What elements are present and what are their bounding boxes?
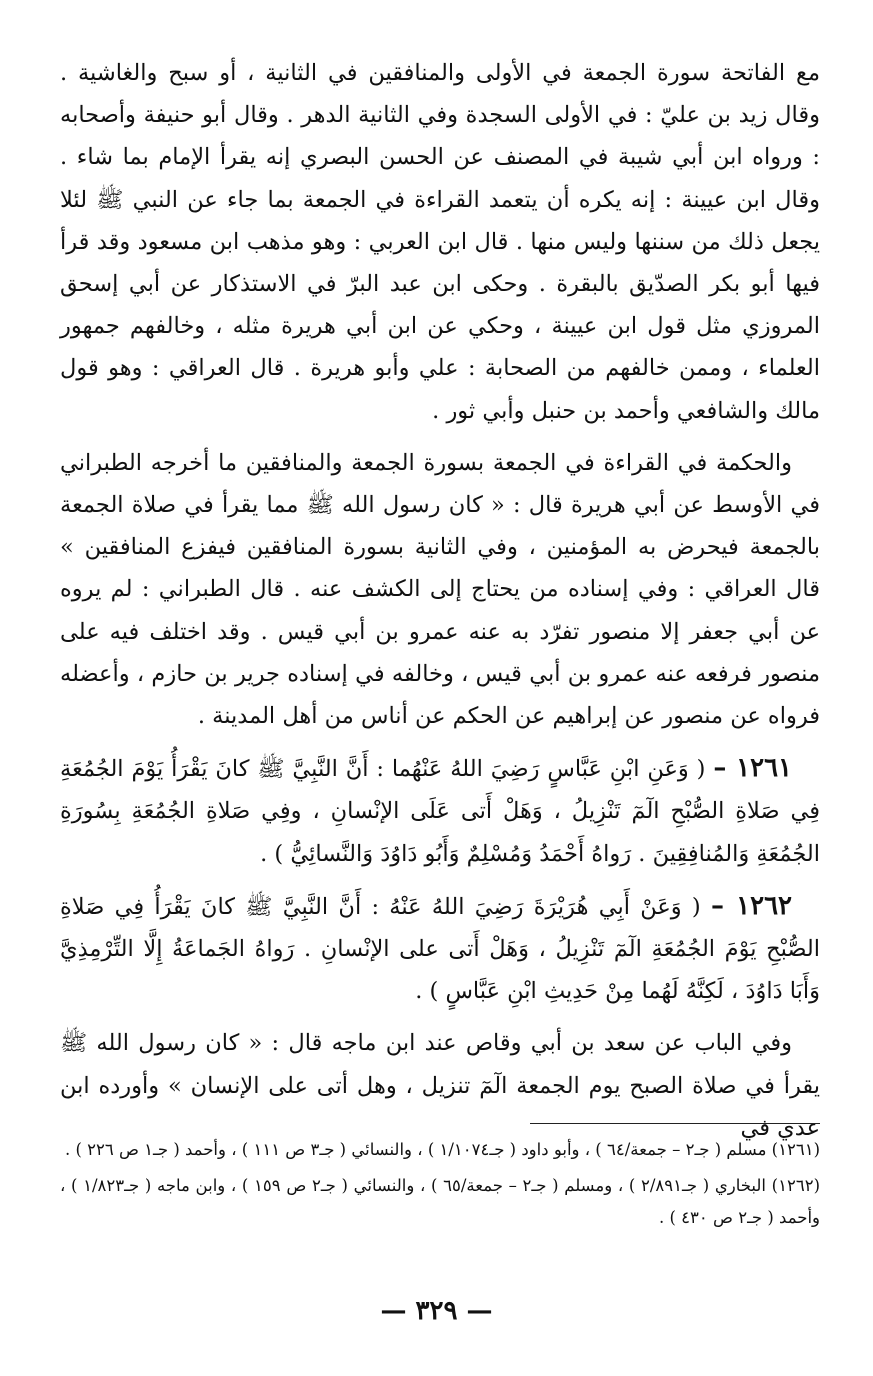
hadith-1262: [60, 885, 820, 1013]
footnotes: [60, 1134, 820, 1238]
footnote-1262: (١٢٦٢) البخاري ( جـ٢/٨٩١ ) ، ومسلم ( جـ٢ – جمعة/٦٥ ) ، والنسائي ( جـ٢ ص ١٥٩ ) ، وابن ماجه ( جـ١/٨٢٣ ) ، وأحمد ( جـ٢ ص ٤٣٠ ) .: [60, 1176, 821, 1227]
hadith-text: ( وَعَنِ ابْنِ عَبَّاسٍ رَضِيَ اللهُ عَنْهُما : أَنَّ النَّبِيَّ ﷺ كانَ يَقْرَأُ يَوْمَ الجُمُعَةِ فِي صَلاةِ الصُّبْحِ الٓمٓ تَنْزِيلُ ، وَهَلْ أَتى عَلَى الإنْسانِ ، وفِي صَلاةِ الجُمُعَةِ بِسُورَةِ الجُمُعَةِ وَالمُنافِقِينَ . رَواهُ أَحْمَدُ وَمُسْلِمٌ وَأَبُو دَاوُدَ وَالنَّسائِيُّ ) .: [60, 756, 820, 867]
hadith-number: ١٢٦١ –: [713, 753, 792, 784]
hadith-text: ( وَعَنْ أَبِي هُرَيْرَةَ رَضِيَ اللهُ عَنْهُ : أَنَّ النَّبِيَّ ﷺ كانَ يَقْرَأُ فِي صَلاةِ الصُّبْحِ يَوْمَ الجُمُعَةِ الٓمٓ تَنْزِيلُ ، وَهَلْ أَتى على الإنْسانِ . رَواهُ الجَماعَةُ إِلَّا التِّرْمِذِيَّ وَأَبَا دَاوُدَ ، لَكِنَّهُ لَهُما مِنْ حَدِيثِ ابْنِ عَبَّاسٍ ) .: [60, 893, 820, 1005]
hadith-1261: [60, 747, 820, 875]
closing-paragraph: وفي الباب عن سعد بن أبي وقاص عند ابن ماجه قال : « كان رسول الله ﷺ يقرأ في صلاة الصبح يوم الجمعة الٓمٓ تنزيل ، وهل أتى على الإنسان » وأورده ابن عدي في: [60, 1030, 820, 1141]
dash-icon: —: [457, 1296, 493, 1326]
footnote-1261: (١٢٦١) مسلم ( جـ٢ – جمعة/٦٤ ) ، وأبو داود ( جـ١/١٠٧٤ ) ، والنسائي ( جـ٣ ص ١١١ ) ، وأحمد ( جـ١ ص ٢٢٦ ) .: [64, 1140, 820, 1159]
hadith-number: ١٢٦٢ –: [710, 890, 792, 921]
footnote-divider: [530, 1123, 820, 1124]
page-number-value: ٣٢٩: [415, 1296, 458, 1326]
page-number: [0, 1296, 873, 1326]
commentary-paragraph-2: والحكمة في القراءة في الجمعة بسورة الجمعة والمنافقين ما أخرجه الطبراني في الأوسط عن أبي هريرة قال : « كان رسول الله ﷺ مما يقرأ في صلاة الجمعة بالجمعة فيحرض به المؤمنين ، وفي الثانية بسورة المنافقين فيفزع المنافقين » قال العراقي : وفي إسناده من يحتاج إلى الكشف عنه . قال الطبراني : لم يروه عن أبي جعفر إلا منصور تفرّد به عنه عمرو بن أبي قيس . وقد اختلف فيه على منصور فرفعه عنه عمرو بن أبي قيس ، وخالفه في إسناده جرير بن حازم ، وأعضله فرواه عن منصور عن إبراهيم عن الحكم عن أناس من أهل المدينة .: [60, 449, 820, 730]
dash-icon: —: [380, 1296, 416, 1326]
commentary-paragraph-1: مع الفاتحة سورة الجمعة في الأولى والمنافقين في الثانية ، أو سبح والغاشية . وقال زيد بن عليّ : في الأولى السجدة وفي الثانية الدهر . وقال أبو حنيفة وأصحابه : ورواه ابن أبي شيبة في المصنف عن الحسن البصري إنه يقرأ الإمام بما شاء . وقال ابن عيينة : إنه يكره أن يتعمد القراءة في الجمعة بما جاء عن النبي ﷺ لئلا يجعل ذلك من سننها وليس منها . قال ابن العربي : وهو مذهب ابن مسعود وقد قرأ فيها أبو بكر الصدّيق بالبقرة . وحكى ابن عبد البرّ في الاستذكار عن أبي إسحق المروزي مثل قول ابن عيينة ، وحكي عن ابن أبي هريرة مثله ، وخالفهم جمهور العلماء ، وممن خالفهم من الصحابة : علي وأبو هريرة . قال العراقي : وهو قول مالك والشافعي وأحمد بن حنبل وأبي ثور .: [60, 60, 820, 424]
page-body: [60, 52, 820, 1149]
